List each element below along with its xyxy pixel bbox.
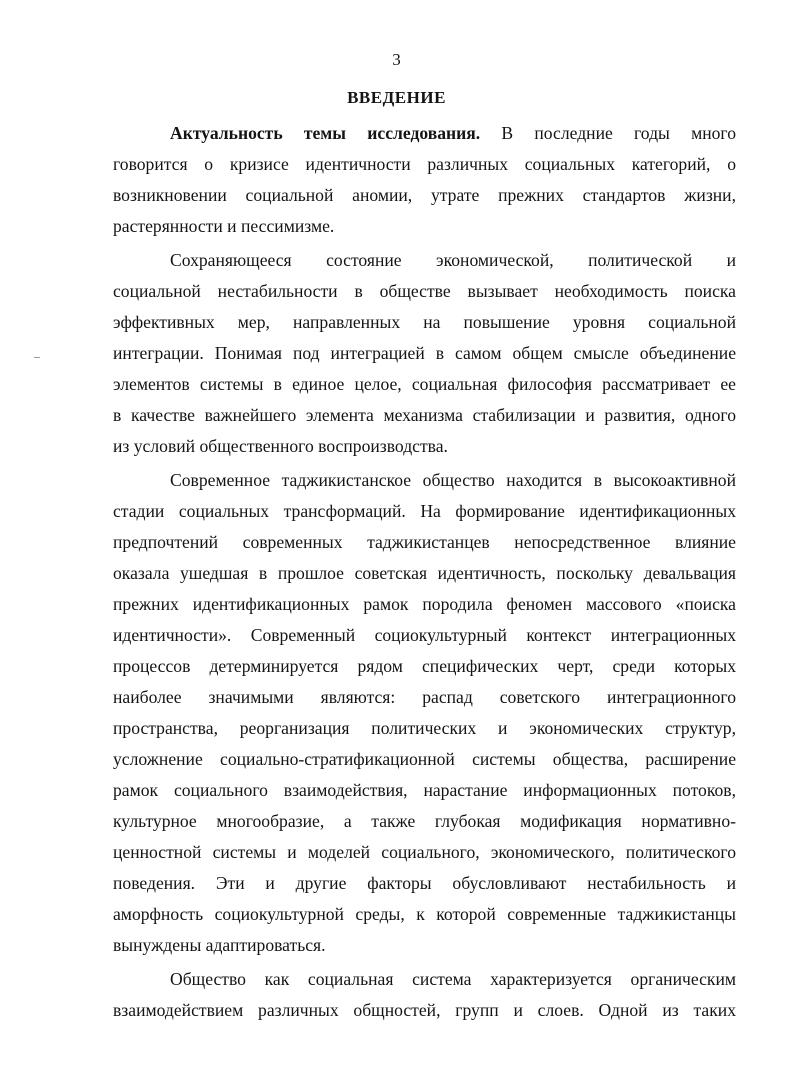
paragraph-3-line-5: прежних идентификационных рамок породила феномен массового «поиска — [113, 594, 736, 614]
paragraph-2-line-7: из условий общественного воспроизводства. — [113, 436, 448, 456]
paragraph-2-line-1: Сохраняющееся состояние экономической, политической и — [170, 250, 736, 270]
paragraph-1-line-3: возникновении социальной аномии, утрате прежних стандартов жизни, — [113, 185, 736, 205]
lead-phrase: Актуальность темы исследования. — [170, 123, 481, 143]
document-body — [113, 118, 736, 1026]
paragraph-2-line-2: социальной нестабильности в обществе вызывает необходимость поиска — [113, 281, 736, 301]
paragraph-3-line-9: пространства, реорганизация политических и экономических структур, — [113, 718, 736, 738]
paragraph-3-line-3: предпочтений современных таджикистанцев непосредственное влияние — [113, 532, 736, 552]
paragraph-1-line-2: говорится о кризисе идентичности различных социальных категорий, о — [113, 154, 736, 174]
paragraph-3-line-1: Современное таджикистанское общество находится в высокоактивной — [170, 470, 736, 490]
paragraph-4-line-2: взаимодействием различных общностей, групп и слоев. Одной из таких — [113, 1000, 736, 1020]
page-heading: ВВЕДЕНИЕ — [347, 88, 446, 107]
paragraph-3-line-14: поведения. Эти и другие факторы обусловливают нестабильность и — [113, 873, 736, 893]
paragraph-3-line-16: вынуждены адаптироваться. — [113, 935, 326, 955]
paragraph-4 — [113, 964, 736, 1026]
paragraph-3-line-8: наиболее значимыми являются: распад советского интеграционного — [113, 687, 736, 707]
paragraph-3-line-6: идентичности». Современный социокультурный контекст интеграционных — [113, 625, 736, 645]
paragraph-2-line-5: элементов системы в единое целое, социальная философия рассматривает ее — [113, 374, 736, 394]
paragraph-3-line-4: оказала ушедшая в прошлое советская идентичность, поскольку девальвация — [113, 563, 736, 583]
paragraph-3-line-15: аморфность социокультурной среды, к которой современные таджикистанцы — [113, 904, 736, 924]
scan-mark — [34, 357, 40, 358]
paragraph-3-line-10: усложнение социально-стратификационной системы общества, расширение — [113, 749, 736, 769]
paragraph-2-line-6: в качестве важнейшего элемента механизма стабилизации и развития, одного — [113, 405, 736, 425]
paragraph-2-line-3: эффективных мер, направленных на повышение уровня социальной — [113, 312, 736, 332]
paragraph-4-line-1: Общество как социальная система характеризуется органическим — [170, 969, 736, 989]
paragraph-3 — [113, 465, 736, 961]
paragraph-1-line-4: растерянности и пессимизме. — [113, 216, 335, 236]
paragraph-1-line-1: Актуальность темы исследования. В последние годы много — [170, 123, 736, 143]
paragraph-3-line-7: процессов детерминируется рядом специфических черт, среди которых — [113, 656, 736, 676]
paragraph-3-line-2: стадии социальных трансформаций. На формирование идентификационных — [113, 501, 736, 521]
paragraph-3-line-13: ценностной системы и моделей социального, экономического, политического — [113, 842, 736, 862]
paragraph-1 — [113, 118, 736, 242]
paragraph-3-line-12: культурное многообразие, а также глубокая модификация нормативно- — [113, 811, 736, 831]
paragraph-2-line-4: интеграции. Понимая под интеграцией в самом общем смысле объединение — [113, 343, 736, 363]
paragraph-3-line-11: рамок социального взаимодействия, нарастание информационных потоков, — [113, 780, 736, 800]
paragraph-2 — [113, 245, 736, 462]
page-number: 3 — [392, 50, 401, 69]
